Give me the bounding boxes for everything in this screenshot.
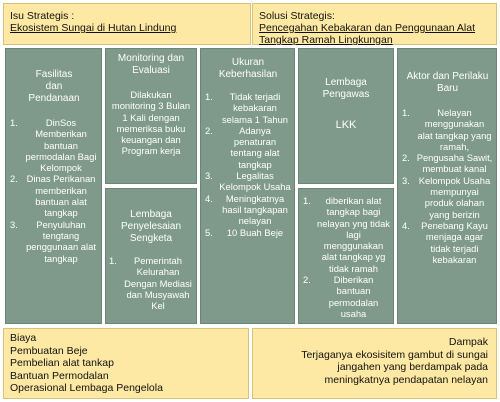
fasilitas-list	[10, 117, 98, 264]
isu-strategis-box	[3, 3, 251, 45]
biaya-line: Bantuan Permodalan	[10, 369, 109, 382]
solusi-strategis-line-2: Tangkap Ramah Lingkungan	[259, 34, 393, 46]
ukuran-keberhasilan-box	[200, 48, 295, 324]
lembaga-pengawas-detail-box	[298, 188, 394, 324]
ukuran-title	[205, 57, 291, 81]
aktor-title	[402, 71, 493, 95]
isu-strategis-value: Ekosistem Sungai di Hutan Lindung	[10, 22, 177, 34]
list-item: 2. Pengusaha Sawit, membuat kanal	[402, 152, 493, 175]
fasilitas-title-line: dan	[45, 81, 63, 92]
monitoring-body: Dilakukan monitoring 3 Bulan 1 Kali dengan memeriksa buku keuangan dan Program kerja	[111, 89, 191, 157]
ukuran-title-line: Ukuran	[231, 57, 265, 68]
biaya-text	[10, 332, 242, 395]
list-item: 2. Dinas Perikanan memberikan bantuan alat tangkap	[10, 173, 96, 219]
pengawas-title	[303, 77, 389, 101]
monitoring-title-line: Evaluasi	[132, 65, 170, 76]
biaya-line: Biaya	[10, 332, 37, 344]
pengawas-value: LKK	[335, 119, 357, 131]
aktor-perilaku-box	[397, 48, 497, 324]
solusi-strategis-box	[252, 3, 497, 45]
fasilitas-title-line: Fasilitas	[35, 69, 73, 80]
sengketa-list	[109, 255, 193, 311]
isu-strategis-label: Isu Strategis :	[10, 10, 75, 22]
lembaga-pengawas-box	[298, 48, 394, 184]
fasilitas-title	[10, 69, 98, 105]
list-item: 1. DinSos Memberikan bantuan permodalan Bagi Kelompok	[10, 117, 97, 174]
dampak-line: meningkatnya pendapatan nelayan	[324, 373, 488, 386]
dampak-line: Dampak	[448, 336, 488, 348]
dampak-box	[252, 328, 497, 399]
sengketa-title-line: Sengketa	[129, 233, 173, 244]
biaya-box	[3, 328, 249, 399]
biaya-line: Pembelian alat tankap	[10, 357, 114, 370]
dampak-text	[259, 336, 488, 386]
list-item: 1. Nelayan menggunakan alat tangkap yang ramah,	[402, 107, 492, 152]
lembaga-sengketa-box	[105, 188, 197, 324]
pengawas-title-line: Lembaga	[325, 77, 367, 88]
list-item: 3. Penyuluhan tengtang penggunaan alat tangkap	[10, 218, 96, 264]
monitoring-title-line: Monitoring dan	[117, 53, 185, 64]
biaya-line: Operasional Lembaga Pengelola	[10, 382, 163, 395]
monitoring-evaluasi-box	[105, 48, 197, 184]
aktor-title-line: Aktor dan Perilaku	[406, 71, 489, 82]
list-item: 1. diberikan alat tangkap bagi nelayan yng tidak lagi menggunakan alat tangkap yg tidak ramah	[303, 195, 390, 274]
ukuran-title-line: Keberhasilan	[218, 69, 278, 80]
ukuran-list	[205, 91, 291, 238]
biaya-line: Pembuatan Beje	[10, 344, 88, 357]
list-item: 3. Legalitas Kelompok Usaha	[205, 170, 291, 193]
solusi-strategis-line-1: Pencegahan Kebakaran dan Penggunaan Alat	[259, 22, 476, 34]
dampak-line: jangahen yang berdampak pada	[337, 361, 488, 374]
pengawas-list	[303, 195, 390, 319]
list-item: 4. Meningkatnya hasil tangkapan nelayan	[205, 192, 288, 227]
aktor-title-line: Baru	[436, 83, 459, 94]
list-item: 1. Pemerintah Kelurahan Dengan Mediasi dan Musyawah Kel	[109, 255, 192, 312]
pengawas-title-line: Pengawas	[322, 89, 370, 100]
sengketa-title-line: Lembaga	[130, 209, 172, 220]
monitoring-title	[110, 53, 192, 77]
list-item: 5. 10 Buah Beje	[205, 226, 284, 238]
aktor-list	[402, 107, 493, 265]
dampak-line: Terjaganya ekosisitem gambut di sungai	[301, 348, 488, 361]
fasilitas-pendanaan-box	[5, 48, 102, 324]
fasilitas-title-line: Pendanaan	[28, 93, 80, 104]
sengketa-title-line: Penyelesaian	[120, 221, 182, 232]
list-item: 4. Penebang Kayu menjaga agar tidak terjadi kebakaran	[402, 219, 488, 265]
list-item: 2. Adanya penaturan tentang alat tangkap	[205, 124, 280, 170]
list-item: 1. Tidak terjadi kebakaran selama 1 Tahun	[205, 91, 289, 125]
list-item: 2. Diberikan bantuan permodalan usaha	[303, 274, 379, 319]
list-item: 3. Kelompok Usaha mempunyai produk olahan yang berizin	[402, 174, 491, 220]
sengketa-title	[109, 209, 193, 245]
solusi-strategis-label: Solusi Strategis:	[259, 10, 335, 22]
